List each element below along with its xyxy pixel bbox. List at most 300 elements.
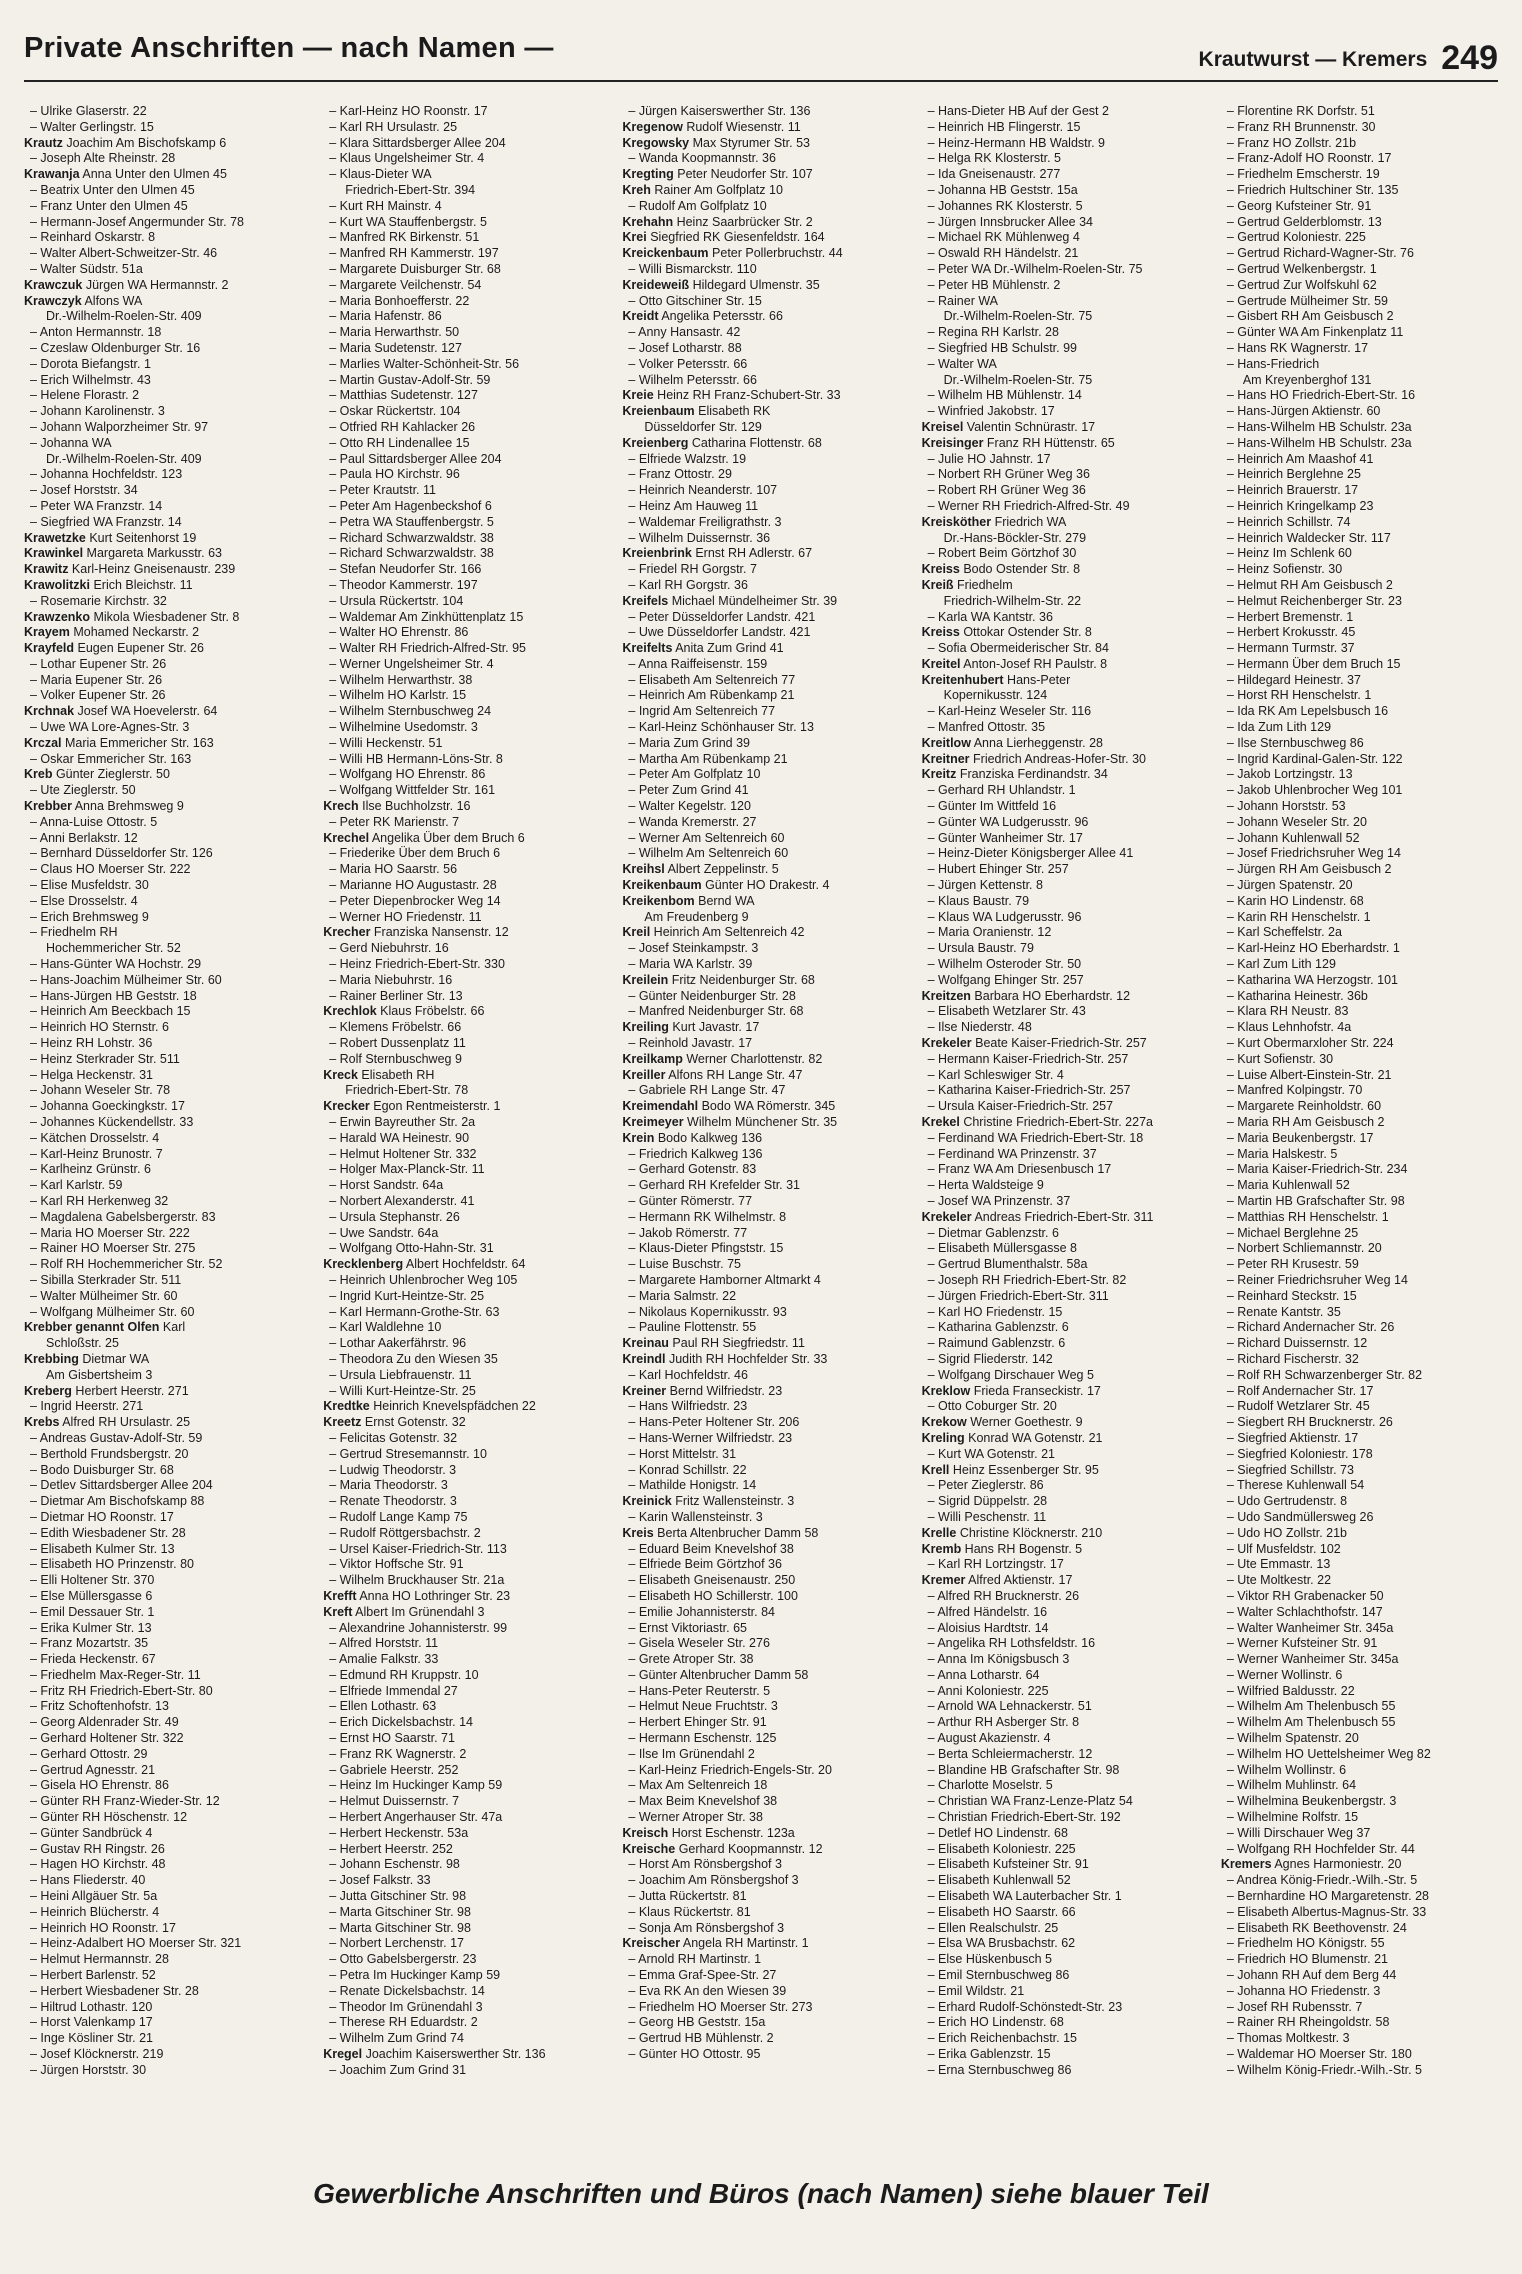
directory-entry: – Willi Peschenstr. 11: [927, 1509, 1047, 1524]
directory-entry: – Dietmar HO Roonstr. 17: [30, 1509, 174, 1524]
directory-entry: – Heinz RH Lohstr. 36: [30, 1036, 153, 1051]
directory-entry: – Peter Am Hagenbeckshof 6: [329, 498, 492, 513]
directory-entry: – Heinrich Waldecker Str. 117: [1226, 530, 1391, 545]
directory-entry: – Karl Schleswiger Str. 4: [927, 1067, 1064, 1082]
directory-entry: – Gerhard Gotenstr. 83: [628, 1162, 757, 1177]
directory-entry: – Gerhard Ottostr. 29: [30, 1746, 148, 1761]
directory-entry: – Heinz-Dieter Königsberger Allee 41: [927, 846, 1134, 861]
directory-entry: – Ulrike Glaserstr. 22: [30, 104, 147, 118]
directory-entry: – Klemens Fröbelstr. 66: [329, 1020, 462, 1035]
directory-entry: – Reinhard Oskarstr. 8: [30, 230, 156, 245]
directory-entry: – Helga RK Klosterstr. 5: [927, 151, 1062, 166]
directory-entry: – Anni Berlakstr. 12: [30, 830, 138, 845]
directory-entry: – Josef Steinkampstr. 3: [628, 941, 759, 956]
directory-entry: – Wilhelm Bruckhauser Str. 21a: [329, 1573, 505, 1588]
surname: Kregenow: [622, 119, 683, 134]
directory-entry: – Karl Hermann-Grothe-Str. 63: [329, 1304, 500, 1319]
directory-entry: – Matthias RH Henschelstr. 1: [1226, 1209, 1389, 1224]
directory-entry: – Gerhard Holtener Str. 322: [30, 1731, 184, 1746]
directory-entry: Krawitz Karl-Heinz Gneisenaustr. 239: [24, 562, 236, 577]
directory-entry: – Josef RH Rubensstr. 7: [1226, 1999, 1363, 2014]
directory-entry: Kremer Alfred Aktienstr. 17: [921, 1573, 1073, 1588]
directory-entry: – Nikolaus Kopernikusstr. 93: [628, 1304, 787, 1319]
directory-entry: – Hermann-Josef Angermunder Str. 78: [30, 214, 245, 229]
directory-entry: – Hildegard Heinestr. 37: [1226, 672, 1361, 687]
directory-entry: – Reinhard Steckstr. 15: [1226, 1288, 1357, 1303]
directory-entry: – Christian Friedrich-Ebert-Str. 192: [927, 1810, 1121, 1825]
directory-entry: – Jürgen Friedrich-Ebert-Str. 311: [927, 1288, 1109, 1303]
directory-entry: – Erich Dickelsbachstr. 14: [329, 1715, 474, 1730]
directory-entry: Dr.-Wilhelm-Roelen-Str. 409: [46, 451, 202, 466]
directory-entry: – Hermann Über dem Bruch 15: [1226, 656, 1401, 671]
directory-entry: Krekel Christine Friedrich-Ebert-Str. 227a: [921, 1115, 1153, 1129]
directory-entry: – Hans-Joachim Mülheimer Str. 60: [30, 972, 222, 987]
directory-entry: – Karlheinz Grünstr. 6: [30, 1162, 151, 1177]
directory-entry: – Walter RH Friedrich-Alfred-Str. 95: [329, 641, 527, 656]
directory-entry: – Hans-Werner Wilfriedstr. 23: [628, 1430, 793, 1445]
directory-entry: – Georg Aldenrader Str. 49: [30, 1715, 179, 1730]
directory-entry: – Rainer RH Rheingoldstr. 58: [1226, 2015, 1390, 2030]
directory-entry: – Peter RH Krusestr. 59: [1226, 1257, 1359, 1272]
directory-entry: – Josef Friedrichsruher Weg 14: [1226, 846, 1401, 861]
directory-entry: – Johann Walporzheimer Str. 97: [30, 419, 209, 434]
directory-entry: – Willi Bismarckstr. 110: [628, 261, 757, 276]
directory-entry: – Gustav RH Ringstr. 26: [30, 1841, 165, 1856]
directory-entry: Kreikenbaum Günter HO Drakestr. 4: [622, 878, 830, 893]
directory-entry: Krech Ilse Buchholzstr. 16: [323, 799, 471, 814]
directory-entry: – Josef Klöcknerstr. 219: [30, 2047, 164, 2062]
surname: Krekeler: [921, 1036, 972, 1051]
directory-entry: – Fritz Schoftenhofstr. 13: [30, 1699, 169, 1714]
directory-entry: – Berthold Frundsbergstr. 20: [30, 1446, 189, 1461]
surname: Kreischer: [622, 1936, 681, 1951]
directory-entry: – Wilhelm Osteroder Str. 50: [927, 957, 1082, 972]
directory-entry: – Dietmar Am Bischofskamp 88: [30, 1494, 205, 1509]
directory-entry: – Ursel Kaiser-Friedrich-Str. 113: [329, 1541, 507, 1556]
directory-entry: – Karl HO Friedenstr. 15: [927, 1304, 1063, 1319]
directory-entry: – Elisabeth Koloniestr. 225: [927, 1841, 1076, 1856]
directory-entry: – Peter Düsseldorfer Landstr. 421: [628, 609, 816, 624]
directory-entry: – Josef WA Prinzenstr. 37: [927, 1193, 1071, 1208]
directory-entry: – Inge Kösliner Str. 21: [30, 2031, 153, 2046]
directory-entry: – Gertrud Gelderblomstr. 13: [1226, 214, 1382, 229]
directory-entry: – Richard Schwarzwaldstr. 38: [329, 530, 494, 545]
directory-column: [24, 104, 307, 2164]
directory-entry: – Elisabeth HO Schillerstr. 100: [628, 1588, 798, 1603]
directory-entry: – Ida Gneisenaustr. 277: [927, 167, 1061, 182]
directory-entry: – Rolf RH Hochemmericher Str. 52: [30, 1257, 223, 1272]
directory-entry: – Edith Wiesbadener Str. 28: [30, 1525, 186, 1540]
surname: Kreiss: [921, 562, 960, 577]
directory-entry: – Maria Beukenbergstr. 17: [1226, 1130, 1374, 1145]
surname: Kreihsl: [622, 862, 665, 877]
directory-entry: – Walter Albert-Schweitzer-Str. 46: [30, 246, 218, 261]
directory-entry: – Ute Zieglerstr. 50: [30, 783, 136, 798]
directory-entry: – Alexandrine Johannisterstr. 99: [329, 1620, 508, 1635]
directory-entry: – Willi HB Hermann-Löns-Str. 8: [329, 751, 503, 766]
directory-entry: – Heinrich Berglehne 25: [1226, 467, 1361, 482]
directory-entry: – Otto Gabelsbergerstr. 23: [329, 1952, 477, 1967]
directory-entry: – Gertrud Welkenbergstr. 1: [1226, 261, 1377, 276]
surname: Kreisinger: [921, 435, 984, 450]
directory-entry: – Luise Albert-Einstein-Str. 21: [1226, 1067, 1392, 1082]
surname: Kreinick: [622, 1494, 672, 1509]
directory-entry: – Gertrud HB Mühlenstr. 2: [628, 2031, 774, 2046]
directory-entry: – Günter Altenbrucher Damm 58: [628, 1667, 809, 1682]
directory-entry: – Werner Ungelsheimer Str. 4: [329, 656, 494, 671]
directory-entry: Dr.-Wilhelm-Roelen-Str. 75: [943, 309, 1093, 324]
directory-entry: – Manfred RK Birkenstr. 51: [329, 230, 480, 245]
directory-entry: – Heinrich Schillstr. 74: [1226, 514, 1351, 529]
directory-entry: – Eva RK An den Wiesen 39: [628, 1983, 787, 1998]
directory-entry: – Ilse Sternbuschweg 86: [1226, 735, 1364, 750]
directory-entry: – Heinz Im Schlenk 60: [1226, 546, 1352, 561]
directory-entry: – Karl Karlstr. 59: [30, 1178, 123, 1193]
surname: Kreiss: [921, 625, 960, 640]
directory-entry: – Therese RH Eduardstr. 2: [329, 2015, 478, 2030]
directory-entry: – Siegfried HB Schulstr. 99: [927, 340, 1077, 355]
directory-entry: – Elisabeth WA Lauterbacher Str. 1: [927, 1889, 1122, 1904]
directory-entry: – Margarete Veilchenstr. 54: [329, 277, 482, 292]
directory-entry: – Franz Unter den Ulmen 45: [30, 198, 188, 213]
surname: Krecker: [323, 1099, 370, 1114]
directory-entry: – Johanna Hochfeldstr. 123: [30, 467, 183, 482]
directory-entry: Friedrich-Wilhelm-Str. 22: [943, 593, 1082, 608]
directory-entry: – Maria Eupener Str. 26: [30, 672, 163, 687]
directory-entry: – Florentine RK Dorfstr. 51: [1226, 104, 1375, 118]
running-head: [1199, 36, 1498, 75]
surname: Krawetzke: [24, 530, 86, 545]
directory-entry: – Gerhard RH Krefelder Str. 31: [628, 1178, 801, 1193]
surname: Kreilkamp: [622, 1051, 683, 1066]
directory-entry: Kreisköther Friedrich WA: [921, 514, 1067, 529]
directory-entry: – Frieda Heckenstr. 67: [30, 1652, 156, 1667]
directory-entry: – Peter WA Franzstr. 14: [30, 498, 163, 513]
directory-entry: – Elisabeth Kuhlenwall 52: [927, 1873, 1071, 1888]
directory-entry: – Friedrich Hultschiner Str. 135: [1226, 182, 1399, 197]
directory-entry: – Maria Salmstr. 22: [628, 1288, 737, 1303]
directory-entry: – Günter RH Höschenstr. 12: [30, 1810, 188, 1825]
directory-entry: – Ingrid Heerstr. 271: [30, 1399, 144, 1414]
surname: Kregowsky: [622, 135, 690, 150]
directory-entry: – Wilhelm HO Uettelsheimer Weg 82: [1226, 1746, 1431, 1761]
directory-entry: Kredtke Heinrich Knevelspfädchen 22: [323, 1399, 536, 1414]
directory-entry: – Heinz Im Huckinger Kamp 59: [329, 1778, 503, 1793]
directory-entry: – Joachim Zum Grind 31: [329, 2062, 467, 2077]
directory-entry: – Maria Halskestr. 5: [1226, 1146, 1338, 1161]
directory-entry: – Peter Zum Grind 41: [628, 783, 749, 798]
directory-entry: Krawzenko Mikola Wiesbadener Str. 8: [24, 609, 240, 624]
surname: Kreideweiß: [622, 277, 690, 292]
directory-entry: – Heinrich Uhlenbrocher Weg 105: [329, 1272, 518, 1287]
directory-entry: – Wolfgang Otto-Hahn-Str. 31: [329, 1241, 494, 1256]
directory-entry: Kreberg Herbert Heerstr. 271: [24, 1383, 189, 1398]
directory-entry: Kreb Günter Zieglerstr. 50: [24, 767, 170, 782]
directory-entry: – Ingrid Am Seltenreich 77: [628, 704, 776, 719]
directory-entry: – Johann Karolinenstr. 3: [30, 404, 165, 419]
directory-entry: – Elisabeth Am Seltenreich 77: [628, 672, 796, 687]
directory-entry: – Heinz-Hermann HB Waldstr. 9: [927, 135, 1105, 150]
directory-entry: – Jakob Lortzingstr. 13: [1226, 767, 1353, 782]
directory-entry: – Andreas Gustav-Adolf-Str. 59: [30, 1430, 203, 1445]
directory-entry: Kreft Albert Im Grünendahl 3: [323, 1604, 485, 1619]
directory-entry: Kreifelts Anita Zum Grind 41: [622, 641, 784, 656]
directory-entry: Krechel Angelika Über dem Bruch 6: [323, 830, 525, 845]
directory-entry: – Volker Eupener Str. 26: [30, 688, 166, 703]
directory-entry: – Wilhelm Am Thelenbusch 55: [1226, 1715, 1396, 1730]
directory-entry: – Holger Max-Planck-Str. 11: [329, 1162, 485, 1177]
directory-entry: – Franz WA Am Driesenbusch 17: [927, 1162, 1112, 1177]
surname: Kreisel: [921, 419, 964, 434]
directory-entry: – Manfred Kolpingstr. 70: [1226, 1083, 1363, 1098]
directory-entry: Kreetz Ernst Gotenstr. 32: [323, 1415, 466, 1430]
directory-entry: – Elise Musfeldstr. 30: [30, 878, 149, 893]
directory-entry: – Gabriele RH Lange Str. 47: [628, 1083, 786, 1098]
surname: Kreifels: [622, 593, 669, 608]
directory-entry: Krekow Werner Goethestr. 9: [921, 1415, 1083, 1430]
directory-entry: – Arnold WA Lehnackerstr. 51: [927, 1699, 1092, 1714]
directory-entry: – Elisabeth RK Beethovenstr. 24: [1226, 1920, 1407, 1935]
directory-entry: – Elfriede Walzstr. 19: [628, 451, 747, 466]
directory-entry: – Karl-Heinz Schönhauser Str. 13: [628, 720, 814, 735]
directory-entry: – Alfred RH Brucknerstr. 26: [927, 1588, 1080, 1603]
directory-entry: – Matthias Sudetenstr. 127: [329, 388, 478, 403]
directory-entry: – Franz Ottostr. 29: [628, 467, 732, 482]
directory-entry: – Stefan Neudorfer Str. 166: [329, 562, 482, 577]
directory-entry: – Ute Moltkestr. 22: [1226, 1573, 1332, 1588]
directory-entry: – Herbert Bremenstr. 1: [1226, 609, 1354, 624]
directory-entry: Kreiß Friedhelm: [921, 577, 1013, 592]
directory-entry: – Heinz-Adalbert HO Moerser Str. 321: [30, 1936, 242, 1951]
directory-entry: Kreitenhubert Hans-Peter: [921, 672, 1071, 687]
directory-entry: Krawanja Anna Unter den Ulmen 45: [24, 167, 227, 182]
directory-entry: – Helmut Reichenberger Str. 23: [1226, 593, 1402, 608]
directory-entry: Krawolitzki Erich Bleichstr. 11: [24, 577, 193, 592]
directory-entry: – Theodor Kammerstr. 197: [329, 577, 478, 592]
directory-entry: – Max Beim Knevelshof 38: [628, 1794, 778, 1809]
surname: Kreitenhubert: [921, 672, 1004, 687]
directory-entry: – Willi Heckenstr. 51: [329, 735, 443, 750]
directory-entry: – Emma Graf-Spee-Str. 27: [628, 1968, 777, 1983]
directory-entry: – Ludwig Theodorstr. 3: [329, 1462, 457, 1477]
directory-entry: Kreidt Angelika Petersstr. 66: [622, 309, 783, 324]
directory-entry: – Anny Hansastr. 42: [628, 325, 741, 340]
directory-entry: – Magdalena Gabelsbergerstr. 83: [30, 1209, 216, 1224]
directory-entry: – Hans-Friedrich: [1226, 356, 1320, 371]
directory-entry: – Katharina Gablenzstr. 6: [927, 1320, 1069, 1335]
directory-entry: – Czeslaw Oldenburger Str. 16: [30, 340, 201, 355]
surname: Krein: [622, 1130, 655, 1145]
directory-entry: – Amalie Falkstr. 33: [329, 1652, 439, 1667]
directory-entry: – Franz RK Wagnerstr. 2: [329, 1746, 467, 1761]
directory-entry: – Horst Sandstr. 64a: [329, 1178, 444, 1193]
surname: Kreitz: [921, 767, 957, 782]
directory-entry: – Emil Wildstr. 21: [927, 1983, 1025, 1998]
directory-entry: Krei Siegfried RK Giesenfeldstr. 164: [622, 230, 825, 245]
directory-entry: Kreickenbaum Peter Pollerbruchstr. 44: [622, 246, 843, 261]
directory-entry: – Joseph Alte Rheinstr. 28: [30, 151, 176, 166]
surname: Kreifelts: [622, 641, 673, 656]
directory-entry: – Heini Allgäuer Str. 5a: [30, 1889, 158, 1904]
directory-entry: – Elisabeth Wetzlarer Str. 43: [927, 1004, 1086, 1019]
directory-entry: – Hans-Wilhelm HB Schulstr. 23a: [1226, 435, 1412, 450]
directory-entry: Düsseldorfer Str. 129: [644, 419, 762, 434]
directory-entry: – Maria HO Moerser Str. 222: [30, 1225, 190, 1240]
directory-entry: Krebs Alfred RH Ursulastr. 25: [24, 1415, 191, 1430]
directory-entry: – Friederike Über dem Bruch 6: [329, 846, 501, 861]
page-header: [24, 30, 1498, 82]
directory-entry: – Elisabeth HO Saarstr. 66: [927, 1904, 1076, 1919]
directory-entry: – Robert RH Grüner Weg 36: [927, 483, 1086, 498]
directory-entry: – Viktor Hoffsche Str. 91: [329, 1557, 464, 1572]
directory-entry: – Johann Weseler Str. 20: [1226, 814, 1367, 829]
directory-entry: – Hermann Eschenstr. 125: [628, 1731, 777, 1746]
directory-entry: Krekeler Beate Kaiser-Friedrich-Str. 257: [921, 1036, 1147, 1051]
directory-entry: – Helga Heckenstr. 31: [30, 1067, 153, 1082]
directory-entry: – Wanda Kremerstr. 27: [628, 814, 757, 829]
directory-entry: – Maria Hafenstr. 86: [329, 309, 442, 324]
directory-columns: [24, 104, 1504, 2164]
directory-entry: – Uwe Düsseldorfer Landstr. 421: [628, 625, 811, 640]
directory-entry: – Karin HO Lindenstr. 68: [1226, 893, 1364, 908]
directory-entry: – Karl RH Herkenweg 32: [30, 1193, 169, 1208]
directory-entry: – Klara Sittardsberger Allee 204: [329, 135, 506, 150]
directory-entry: – Wolfgang HO Ehrenstr. 86: [329, 767, 486, 782]
surname: Kreimeyer: [622, 1115, 684, 1129]
directory-entry: – Johannes RK Klosterstr. 5: [927, 198, 1083, 213]
directory-entry: – Katharina Heinestr. 36b: [1226, 988, 1368, 1003]
surname: Krelle: [921, 1525, 957, 1540]
directory-entry: – Ursula Kaiser-Friedrich-Str. 257: [927, 1099, 1114, 1114]
directory-entry: – Grete Atroper Str. 38: [628, 1652, 754, 1667]
directory-entry: – Norbert Lerchenstr. 17: [329, 1936, 464, 1951]
directory-entry: – Johann RH Auf dem Berg 44: [1226, 1968, 1397, 1983]
surname: Krawzenko: [24, 609, 90, 624]
directory-entry: – Waldemar Am Zinkhüttenplatz 15: [329, 609, 524, 624]
surname: Kremb: [921, 1541, 962, 1556]
directory-entry: – Anna Lotharstr. 64: [927, 1667, 1040, 1682]
directory-entry: – Horst Mittelstr. 31: [628, 1446, 737, 1461]
directory-entry: – Hermann Kaiser-Friedrich-Str. 257: [927, 1051, 1129, 1066]
directory-entry: – Rolf RH Schwarzenberger Str. 82: [1226, 1367, 1423, 1382]
directory-entry: – Eduard Beim Knevelshof 38: [628, 1541, 794, 1556]
surname: Kreimendahl: [622, 1099, 699, 1114]
directory-entry: Kreling Konrad WA Gotenstr. 21: [921, 1430, 1103, 1445]
surname: Kreberg: [24, 1383, 72, 1398]
directory-entry: – Walter Schlachthofstr. 147: [1226, 1604, 1383, 1619]
directory-entry: – Anna-Luise Ottostr. 5: [30, 814, 158, 829]
directory-entry: – Else Müllersgasse 6: [30, 1588, 153, 1603]
directory-entry: – Kurt Obermarxloher Str. 224: [1226, 1036, 1394, 1051]
directory-entry: – Heinrich Am Maashof 41: [1226, 451, 1374, 466]
directory-entry: – Katharina Kaiser-Friedrich-Str. 257: [927, 1083, 1131, 1098]
directory-entry: Kreis Berta Altenbrucher Damm 58: [622, 1525, 819, 1540]
directory-entry: – Elisabeth Gneisenaustr. 250: [628, 1573, 796, 1588]
directory-entry: – Hubert Ehinger Str. 257: [927, 862, 1069, 877]
directory-column: [1221, 104, 1504, 2164]
directory-entry: – Elfriede Immendal 27: [329, 1683, 458, 1698]
directory-entry: – Heinrich Blücherstr. 4: [30, 1904, 160, 1919]
directory-entry: – Margarete Reinholdstr. 60: [1226, 1099, 1382, 1114]
directory-entry: – Günter Neidenburger Str. 28: [628, 988, 796, 1003]
surname: Krawolitzki: [24, 577, 90, 592]
directory-entry: – Walter Mülheimer Str. 60: [30, 1288, 178, 1303]
directory-entry: – Karl RH Gorgstr. 36: [628, 577, 748, 592]
directory-entry: Krecklenberg Albert Hochfeldstr. 64: [323, 1257, 526, 1272]
directory-entry: – Johann Horststr. 53: [1226, 799, 1346, 814]
directory-entry: – Johann Weseler Str. 78: [30, 1083, 171, 1098]
directory-entry: – Klaus Lehnhofstr. 4a: [1226, 1020, 1352, 1035]
directory-entry: – Marlies Walter-Schönheit-Str. 56: [329, 356, 520, 371]
directory-entry: – Alfred Horststr. 11: [329, 1636, 439, 1651]
directory-entry: – Helene Florastr. 2: [30, 388, 140, 403]
directory-entry: – Ute Emmastr. 13: [1226, 1557, 1331, 1572]
surname: Kreilein: [622, 972, 669, 987]
directory-entry: – Peter WA Dr.-Wilhelm-Roelen-Str. 75: [927, 261, 1143, 276]
directory-entry: – Richard Andernacher Str. 26: [1226, 1320, 1395, 1335]
directory-entry: – Horst Valenkamp 17: [30, 2015, 153, 2030]
directory-entry: – Friedhelm HO Königstr. 55: [1226, 1936, 1385, 1951]
directory-entry: – Norbert Alexanderstr. 41: [329, 1193, 475, 1208]
directory-entry: – Maria Theodorstr. 3: [329, 1478, 448, 1493]
directory-entry: Krawinkel Margareta Markusstr. 63: [24, 546, 223, 561]
directory-entry: – Karl RH Ursulastr. 25: [329, 119, 458, 134]
directory-entry: – Ida RK Am Lepelsbusch 16: [1226, 704, 1389, 719]
directory-entry: – Michael Berglehne 25: [1226, 1225, 1359, 1240]
directory-entry: Kreifels Michael Mündelheimer Str. 39: [622, 593, 838, 608]
surname: Kreikenbom: [622, 893, 695, 908]
directory-entry: – Willi Kurt-Heintze-Str. 25: [329, 1383, 476, 1398]
page-title: Private Anschriften — nach Namen —: [24, 32, 554, 64]
directory-entry: Am Gisbertsheim 3: [46, 1367, 153, 1382]
directory-entry: Kreienbaum Elisabeth RK: [622, 404, 771, 419]
directory-entry: – Peter Zieglerstr. 86: [927, 1478, 1044, 1493]
directory-entry: – Heinrich Am Beeckbach 15: [30, 1004, 191, 1019]
directory-entry: – Rosemarie Kirchstr. 32: [30, 593, 167, 608]
directory-entry: – Renate Dickelsbachstr. 14: [329, 1983, 485, 1998]
directory-entry: – Oswald RH Händelstr. 21: [927, 246, 1079, 261]
directory-entry: – Aloisius Hardtstr. 14: [927, 1620, 1049, 1635]
name-range: Krautwurst — Kremers: [1198, 48, 1428, 71]
directory-entry: – Otfried RH Kahlacker 26: [329, 419, 476, 434]
directory-entry: – Maria Oranienstr. 12: [927, 925, 1052, 940]
directory-entry: – Heinrich Am Rübenkamp 21: [628, 688, 795, 703]
surname: Kregel: [323, 2047, 363, 2062]
directory-entry: – Walter Kegelstr. 120: [628, 799, 751, 814]
directory-entry: Krawczyk Alfons WA: [24, 293, 143, 308]
directory-entry: – Josef Horststr. 34: [30, 483, 138, 498]
directory-entry: – Anni Koloniestr. 225: [927, 1683, 1049, 1698]
directory-entry: – Klaus WA Ludgerusstr. 96: [927, 909, 1082, 924]
directory-entry: Kreische Gerhard Koopmannstr. 12: [622, 1841, 823, 1856]
directory-entry: – Claus HO Moerser Str. 222: [30, 862, 191, 877]
surname: Kreb: [24, 767, 53, 782]
directory-entry: – Dietmar Gablenzstr. 6: [927, 1225, 1059, 1240]
directory-entry: Krelle Christine Klöcknerstr. 210: [921, 1525, 1103, 1540]
directory-entry: Kreitzen Barbara HO Eberhardstr. 12: [921, 988, 1131, 1003]
directory-entry: – Pauline Flottenstr. 55: [628, 1320, 757, 1335]
surname: Krecklenberg: [323, 1257, 404, 1272]
directory-entry: – Therese Kuhlenwall 54: [1226, 1478, 1365, 1493]
directory-entry: – Heinz Sofienstr. 30: [1226, 562, 1343, 577]
directory-entry: Kreilein Fritz Neidenburger Str. 68: [622, 972, 815, 987]
directory-entry: – Wilhelm HO Karlstr. 15: [329, 688, 467, 703]
directory-entry: Dr.-Hans-Böckler-Str. 279: [943, 530, 1087, 545]
directory-entry: – Gertrud Stresemannstr. 10: [329, 1446, 487, 1461]
directory-entry: – Helmut RH Am Geisbusch 2: [1226, 577, 1393, 592]
directory-entry: Kreiss Ottokar Ostender Str. 8: [921, 625, 1092, 640]
directory-entry: Kreck Elisabeth RH: [323, 1067, 435, 1082]
